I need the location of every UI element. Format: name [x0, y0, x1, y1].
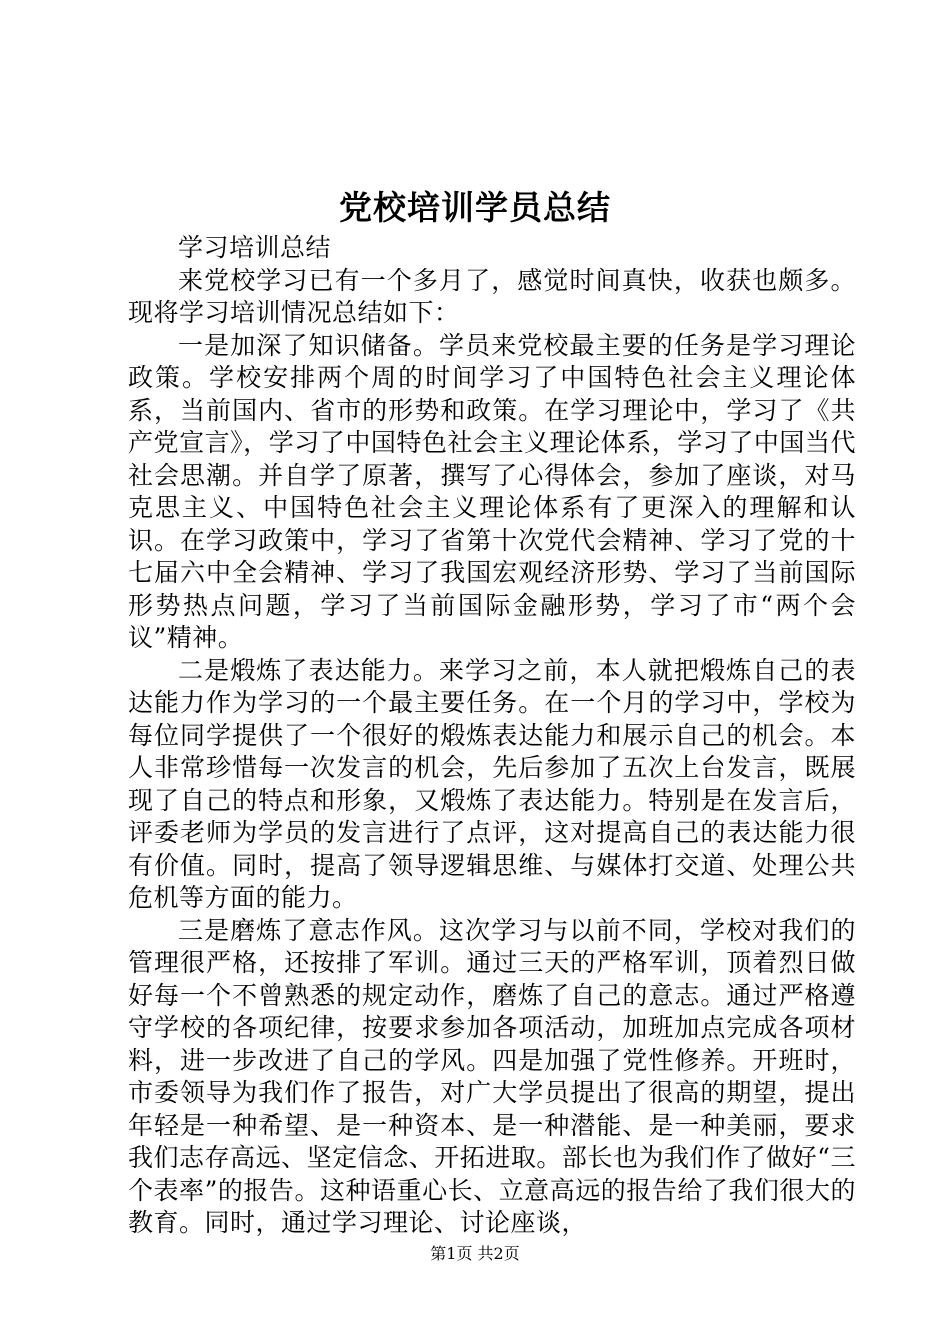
paragraph-expression: 二是煅炼了表达能力。来学习之前，本人就把煅炼自己的表达能力作为学习的一个最主要任务。在一个月的学习中，学校为每位同学提供了一个很好的煅炼表达能力和展示自己的机会。本人非常珍惜每一次发言的机会，先后参加了五次上台发言，既展现了自己的特点和形象，又煅炼了表达能力。特别是在发言后，评委老师为学员的发言进行了点评，这对提高自己的表达能力很有价值。同时，提高了领导逻辑思维、与媒体打交道、处理公共危机等方面的能力。 [128, 655, 856, 912]
page-number-footer: 第1页 共2页 [430, 1244, 520, 1263]
document-title: 党校培训学员总结 [339, 188, 611, 227]
paragraph-intro: 来党校学习已有一个多月了，感觉时间真快，收获也颇多。现将学习培训情况总结如下： [128, 265, 856, 327]
document-body [128, 232, 856, 1240]
paragraph-subtitle: 学习培训总结 [178, 233, 332, 262]
paragraph-knowledge: 一是加深了知识储备。学员来党校最主要的任务是学习理论政策。学校安排两个周的时间学习了中国特色社会主义理论体系，当前国内、省市的形势和政策。在学习理论中，学习了《共产党宣言》，学习了中国特色社会主义理论体系，学习了中国当代社会思潮。并自学了原著，撰写了心得体会，参加了座谈，对马克思主义、中国特色社会主义理论体系有了更深入的理解和认识。在学习政策中，学习了省第十次党代会精神、学习了党的十七届六中全会精神、学习了我国宏观经济形势、学习了当前国际形势热点问题，学习了当前国际金融形势，学习了市“两个会议”精神。 [128, 330, 856, 652]
paragraph-will: 三是磨炼了意志作风。这次学习与以前不同，学校对我们的管理很严格，还按排了军训。通过三天的严格军训，顶着烈日做好每一个不曾熟悉的规定动作，磨炼了自己的意志。通过严格遵守学校的各项纪律，按要求参加各项活动，加班加点完成各项材料，进一步改进了自己的学风。四是加强了党性修养。开班时，市委领导为我们作了报告，对广大学员提出了很高的期望，提出年轻是一种希望、是一种资本、是一种潜能、是一种美丽，要求我们志存高远、坚定信念、开拓进取。部长也为我们作了做好“三个表率”的报告。这种语重心长、立意高远的报告给了我们很大的教育。同时，通过学习理论、讨论座谈， [128, 915, 856, 1237]
